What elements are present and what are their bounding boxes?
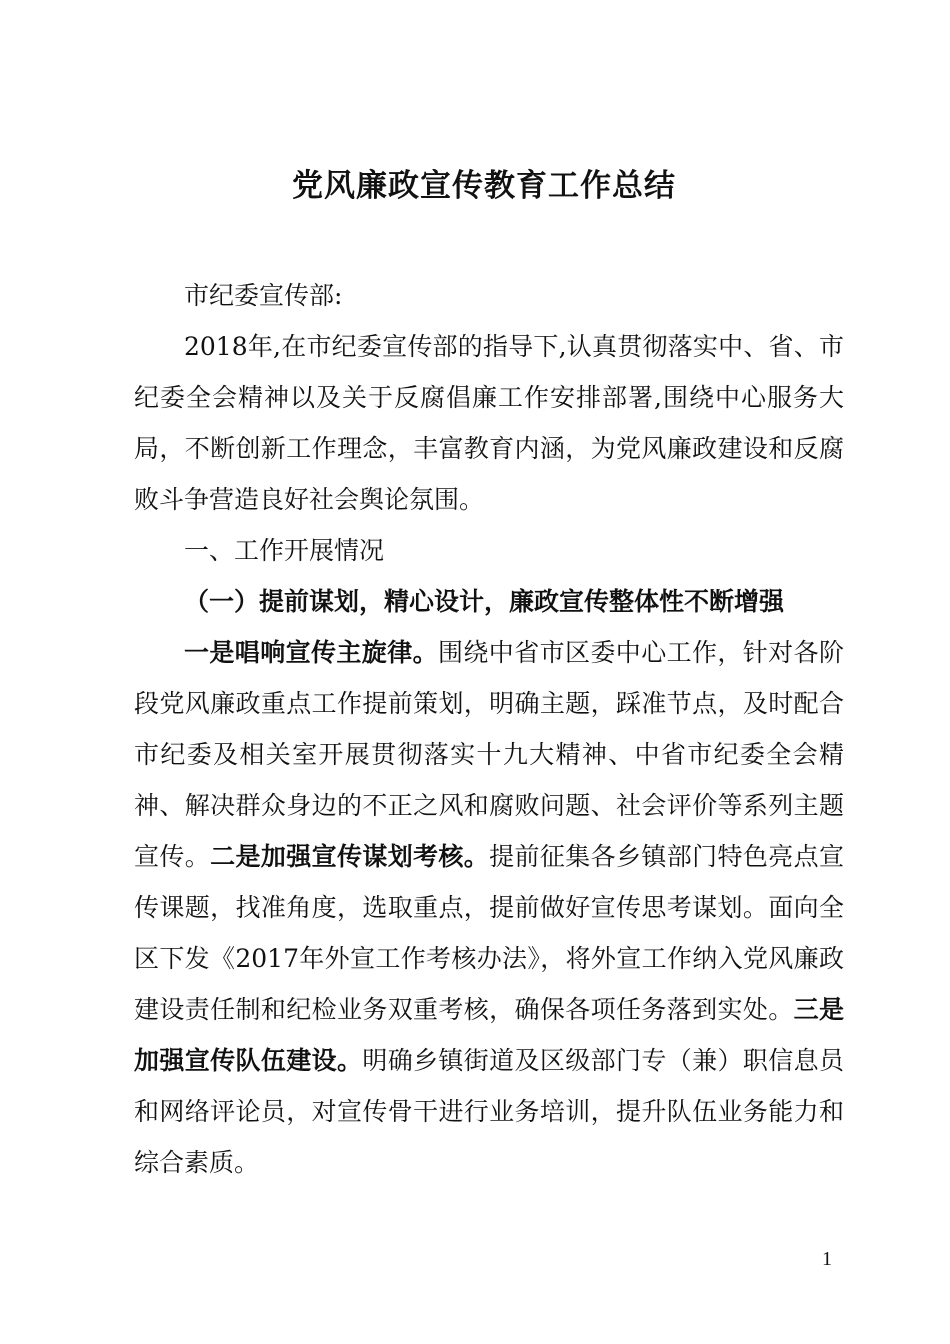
point3-lead: 三是加强宣传队伍建设。	[134, 995, 844, 1075]
point2-text: 提前征集各乡镇部门特色亮点宣传课题，找准角度，选取重点，提前做好宣传思考谋划。面向全区下发《2017年外宣工作考核办法》，将外宣工作纳入党风廉政建设责任制和纪检业务双重考核，确保各项任务落到实处。	[134, 842, 844, 1024]
work-points-paragraph	[134, 627, 844, 1188]
document-title: 党风廉政宣传教育工作总结	[292, 168, 676, 204]
point1-lead: 一是唱响宣传主旋律。	[184, 638, 438, 667]
point2-lead: 二是加强宣传谋划考核。	[210, 842, 490, 871]
document-body	[134, 270, 844, 1188]
section-heading: 一、工作开展情况	[184, 536, 385, 565]
subsection-heading: （一）提前谋划，精心设计，廉政宣传整体性不断增强	[184, 587, 785, 616]
intro-paragraph: 2018年,在市纪委宣传部的指导下,认真贯彻落实中、省、市纪委全会精神以及关于反腐倡廉工作安排部署,围绕中心服务大局，不断创新工作理念，丰富教育内涵，为党风廉政建设和反腐败斗争营造良好社会舆论氛围。	[134, 332, 844, 514]
point1-text: 围绕中省市区委中心工作，针对各阶段党风廉政重点工作提前策划，明确主题，踩准节点，及时配合市纪委及相关室开展贯彻落实十九大精神、中省市纪委全会精神、解决群众身边的不正之风和腐败问题、社会评价等系列主题宣传。	[134, 638, 844, 871]
page-number: 1	[822, 1248, 832, 1270]
salutation: 市纪委宣传部:	[184, 281, 343, 310]
point3-text: 明确乡镇街道及区级部门专（兼）职信息员和网络评论员，对宣传骨干进行业务培训，提升队伍业务能力和综合素质。	[134, 1046, 844, 1177]
